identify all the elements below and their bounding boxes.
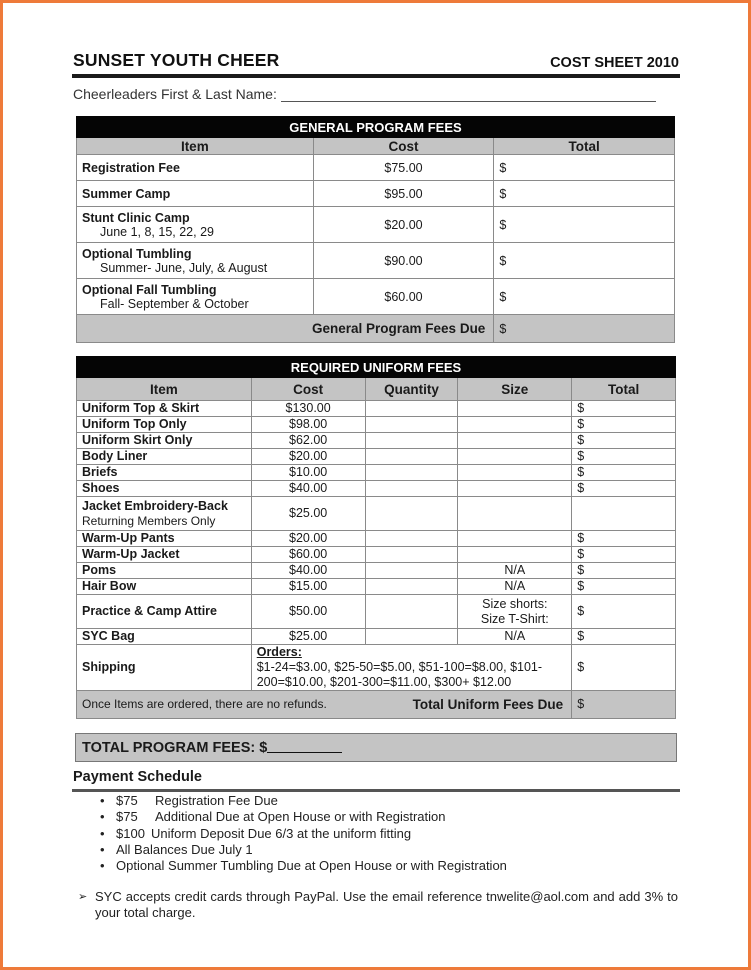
size-field[interactable] <box>458 417 572 433</box>
item-total-field[interactable]: $ <box>494 181 675 207</box>
table-row <box>77 449 676 465</box>
uniform-fees-title: REQUIRED UNIFORM FEES <box>77 357 676 378</box>
general-program-fees-table <box>76 116 675 343</box>
total-program-fees-box <box>75 733 677 762</box>
item-name: Optional Tumbling <box>82 246 192 261</box>
quantity-field[interactable] <box>365 497 458 531</box>
item-cost: $15.00 <box>251 579 365 595</box>
item-total-field[interactable] <box>572 497 676 531</box>
uniform-fees-due-label: Total Uniform Fees Due <box>412 697 564 712</box>
item-total-field[interactable]: $ <box>572 465 676 481</box>
paypal-note <box>78 889 678 921</box>
total-program-fees-field[interactable] <box>267 739 342 753</box>
table-row <box>77 155 675 181</box>
item-name: SYC Bag <box>77 629 252 645</box>
document-header <box>73 50 679 71</box>
item-cost: $130.00 <box>251 401 365 417</box>
orders-label: Orders: <box>256 645 302 659</box>
table-row <box>77 579 676 595</box>
list-item <box>100 858 507 874</box>
item-detail: Returning Members Only <box>82 513 216 528</box>
column-header-total: Total <box>494 138 675 155</box>
general-fees-due-field[interactable]: $ <box>494 315 675 343</box>
item-name: Poms <box>77 563 252 579</box>
payment-text: All Balances Due July 1 <box>116 841 253 857</box>
required-uniform-fees-table <box>76 356 676 719</box>
size-field[interactable] <box>458 547 572 563</box>
size-value: N/A <box>458 563 572 579</box>
payment-text: Registration Fee Due <box>155 793 278 808</box>
item-cost: $25.00 <box>251 629 365 645</box>
size-cell[interactable] <box>458 595 572 629</box>
item-total-field[interactable]: $ <box>494 243 675 279</box>
item-total-field[interactable]: $ <box>572 481 676 497</box>
item-cost: $62.00 <box>251 433 365 449</box>
table-row <box>77 629 676 645</box>
size-value: N/A <box>458 629 572 645</box>
table-row <box>77 531 676 547</box>
payment-schedule-list <box>100 793 507 874</box>
item-name: Uniform Skirt Only <box>77 433 252 449</box>
table-row <box>77 563 676 579</box>
payment-schedule-rule <box>72 789 680 792</box>
quantity-field[interactable] <box>365 465 458 481</box>
item-cost: $75.00 <box>313 155 494 181</box>
table-row <box>77 279 675 315</box>
item-name: Hair Bow <box>77 579 252 595</box>
item-name: Shoes <box>77 481 252 497</box>
item-name: Warm-Up Pants <box>77 531 252 547</box>
item-cost: $50.00 <box>251 595 365 629</box>
quantity-field[interactable] <box>365 595 458 629</box>
list-item <box>100 826 507 842</box>
shipping-row <box>77 645 676 691</box>
quantity-field[interactable] <box>365 579 458 595</box>
item-cost: $40.00 <box>251 563 365 579</box>
item-total-field[interactable]: $ <box>572 417 676 433</box>
shipping-total-field[interactable]: $ <box>572 645 676 691</box>
bullet-icon: • <box>100 858 105 874</box>
sheet-title: COST SHEET 2010 <box>550 55 679 71</box>
item-total-field[interactable]: $ <box>494 155 675 181</box>
payment-text: Uniform Deposit Due 6/3 at the uniform fitting <box>151 825 412 841</box>
header-rule <box>72 74 680 78</box>
payment-text: Optional Summer Tumbling Due at Open House or with Registration <box>116 858 507 874</box>
table-row <box>77 401 676 417</box>
item-cost: $20.00 <box>251 531 365 547</box>
table-row <box>77 433 676 449</box>
name-field[interactable] <box>281 88 656 102</box>
column-header-quantity: Quantity <box>365 378 458 401</box>
item-cell <box>77 243 314 279</box>
bullet-icon: • <box>100 841 105 857</box>
uniform-fees-due-cell <box>77 691 572 719</box>
refund-note: Once Items are ordered, there are no refunds. <box>82 697 327 711</box>
table-row <box>77 465 676 481</box>
table-row <box>77 417 676 433</box>
item-cost: $40.00 <box>251 481 365 497</box>
paypal-note-text: SYC accepts credit cards through PayPal. Use the email reference tnwelite@aol.com and add 3% to your total charge. <box>95 889 678 920</box>
list-item <box>100 793 507 809</box>
quantity-field[interactable] <box>365 481 458 497</box>
column-header-item: Item <box>77 138 314 155</box>
total-program-fees-label: TOTAL PROGRAM FEES: $ <box>82 740 268 756</box>
item-name: Warm-Up Jacket <box>77 547 252 563</box>
item-cell <box>77 497 252 531</box>
size-tshirt-label: Size T-Shirt: <box>480 611 549 626</box>
size-field[interactable] <box>458 481 572 497</box>
item-total-field[interactable]: $ <box>572 563 676 579</box>
uniform-fees-due-row <box>77 691 676 719</box>
size-field[interactable] <box>458 449 572 465</box>
column-header-total: Total <box>572 378 676 401</box>
list-item <box>100 809 507 825</box>
item-name: Body Liner <box>77 449 252 465</box>
item-cost: $60.00 <box>313 279 494 315</box>
item-cost: $95.00 <box>313 181 494 207</box>
name-label: Cheerleaders First & Last Name: <box>73 86 277 102</box>
item-detail: Summer- June, July, & August <box>100 260 268 275</box>
item-cost: $10.00 <box>251 465 365 481</box>
size-field[interactable] <box>458 497 572 531</box>
payment-schedule-title: Payment Schedule <box>73 769 202 785</box>
item-name: Practice & Camp Attire <box>77 595 252 629</box>
item-total-field[interactable]: $ <box>572 547 676 563</box>
item-name: Registration Fee <box>77 155 314 181</box>
bullet-icon: • <box>100 809 105 825</box>
table-row <box>77 207 675 243</box>
table-row <box>77 181 675 207</box>
quantity-field[interactable] <box>365 433 458 449</box>
item-total-field[interactable]: $ <box>572 449 676 465</box>
column-header-cost: Cost <box>251 378 365 401</box>
item-total-field[interactable]: $ <box>572 579 676 595</box>
list-item <box>100 842 507 858</box>
quantity-field[interactable] <box>365 417 458 433</box>
size-field[interactable] <box>458 531 572 547</box>
size-field[interactable] <box>458 465 572 481</box>
item-cost: $25.00 <box>251 497 365 531</box>
item-cost: $98.00 <box>251 417 365 433</box>
column-header-item: Item <box>77 378 252 401</box>
table-row <box>77 497 676 531</box>
item-name: Uniform Top Only <box>77 417 252 433</box>
item-name: Stunt Clinic Camp <box>82 210 190 225</box>
size-field[interactable] <box>458 433 572 449</box>
uniform-fees-due-field[interactable]: $ <box>572 691 676 719</box>
shipping-rates-cell <box>251 645 571 691</box>
item-total-field[interactable]: $ <box>572 531 676 547</box>
size-value: N/A <box>458 579 572 595</box>
item-name: Jacket Embroidery-Back <box>82 498 228 513</box>
table-row <box>77 481 676 497</box>
general-fees-title: GENERAL PROGRAM FEES <box>77 117 675 138</box>
table-row <box>77 243 675 279</box>
arrow-bullet-icon: ➢ <box>78 891 88 903</box>
item-total-field[interactable]: $ <box>572 433 676 449</box>
size-field[interactable] <box>458 401 572 417</box>
item-name: Briefs <box>77 465 252 481</box>
item-name: Uniform Top & Skirt <box>77 401 252 417</box>
item-name: Summer Camp <box>77 181 314 207</box>
item-cost: $60.00 <box>251 547 365 563</box>
name-line <box>73 86 656 102</box>
item-name: Optional Fall Tumbling <box>82 282 217 297</box>
quantity-field[interactable] <box>365 547 458 563</box>
payment-amount: $75 <box>116 793 138 808</box>
item-cost: $20.00 <box>313 207 494 243</box>
table-row <box>77 595 676 629</box>
quantity-field[interactable] <box>365 563 458 579</box>
quantity-field[interactable] <box>365 629 458 645</box>
general-fees-due-label: General Program Fees Due <box>77 315 494 343</box>
payment-amount: $100 <box>116 825 145 841</box>
item-total-field[interactable]: $ <box>494 207 675 243</box>
quantity-field[interactable] <box>365 449 458 465</box>
table-row <box>77 547 676 563</box>
item-cost: $20.00 <box>251 449 365 465</box>
payment-text: Additional Due at Open House or with Registration <box>155 809 446 825</box>
column-header-size: Size <box>458 378 572 401</box>
quantity-field[interactable] <box>365 401 458 417</box>
size-shorts-label: Size shorts: <box>482 596 548 611</box>
payment-amount: $75 <box>116 809 138 825</box>
item-total-field[interactable]: $ <box>572 401 676 417</box>
bullet-icon: • <box>100 825 105 841</box>
general-fees-due-row <box>77 315 675 343</box>
column-header-cost: Cost <box>313 138 494 155</box>
quantity-field[interactable] <box>365 531 458 547</box>
item-cell <box>77 207 314 243</box>
bullet-icon: • <box>100 793 105 808</box>
shipping-label: Shipping <box>77 645 252 691</box>
item-cost: $90.00 <box>313 243 494 279</box>
item-total-field[interactable]: $ <box>572 629 676 645</box>
item-detail: Fall- September & October <box>100 296 249 311</box>
item-cell <box>77 279 314 315</box>
item-total-field[interactable]: $ <box>494 279 675 315</box>
shipping-rates: $1-24=$3.00, $25-50=$5.00, $51-100=$8.00, $101-200=$10.00, $201-300=$11.00, $300+ $12.00 <box>256 660 543 689</box>
org-title: SUNSET YOUTH CHEER <box>73 50 280 70</box>
item-detail: June 1, 8, 15, 22, 29 <box>100 224 214 239</box>
item-total-field[interactable]: $ <box>572 595 676 629</box>
